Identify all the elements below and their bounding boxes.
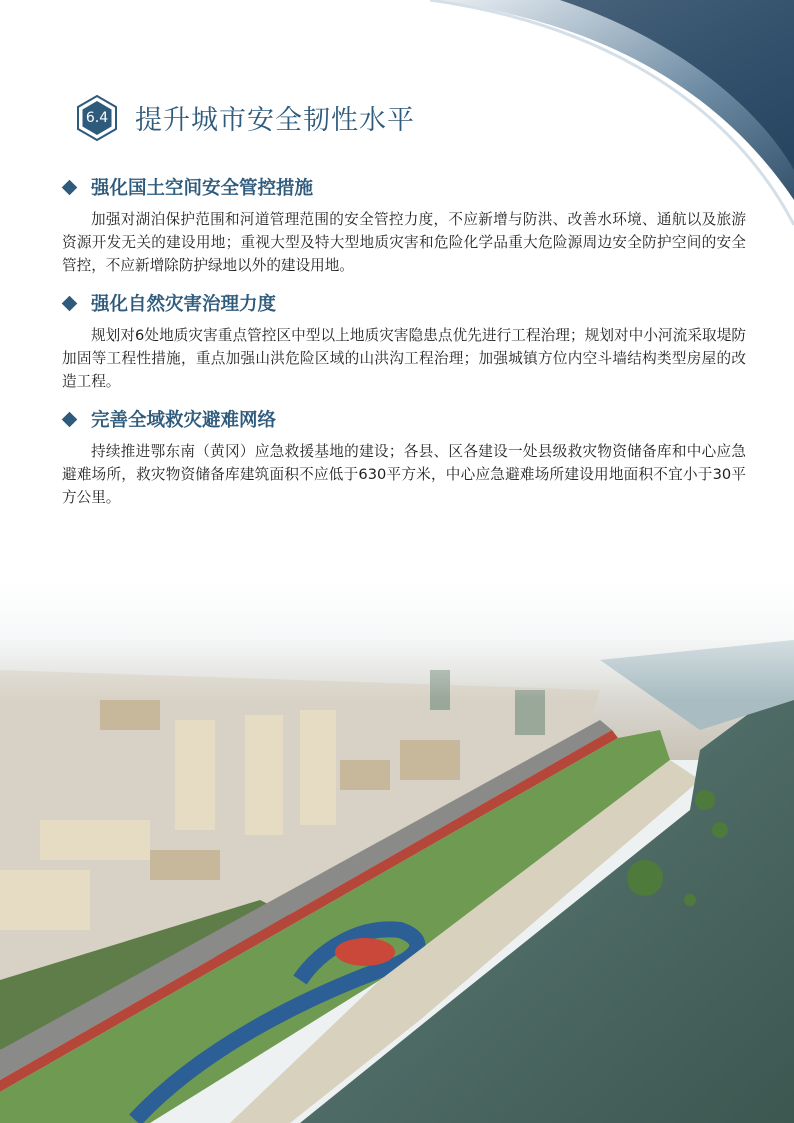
section-heading: [62, 172, 746, 202]
diamond-bullet-icon: [62, 295, 78, 311]
section-natural-disaster: [62, 288, 746, 393]
diamond-bullet-icon: [62, 179, 78, 195]
section-paragraph: 持续推进鄂东南（黄冈）应急救援基地的建设；各县、区各建设一处县级救灾物资储备库和中心应急避难场所，救灾物资储备库建筑面积不应低于630平方米，中心应急避难场所建设用地面积不宜小于30平方公里。: [62, 443, 746, 506]
page-title: 提升城市安全韧性水平: [135, 105, 415, 136]
section-number: 6.4: [85, 110, 109, 126]
section-land-space-safety: [62, 172, 746, 277]
section-title: 强化国土空间安全管控措施: [91, 178, 314, 199]
section-title: 强化自然灾害治理力度: [91, 294, 277, 315]
section-disaster-relief-network: [62, 404, 746, 509]
section-title: 完善全域救灾避难网络: [91, 410, 277, 431]
section-heading: [62, 288, 746, 318]
section-paragraph: 加强对湖泊保护范围和河道管理范围的安全管控力度，不应新增与防洪、改善水环境、通航以及旅游资源开发无关的建设用地；重视大型及特大型地质灾害和危险化学品重大危险源周边安全防护空间的安全管控，不应新增除防护绿地以外的建设用地。: [62, 211, 746, 274]
section-heading: [62, 404, 746, 434]
aerial-city-riverside-photo: [0, 580, 794, 1123]
section-paragraph: 规划对6处地质灾害重点管控区中型以上地质灾害隐患点优先进行工程治理；规划对中小河流采取堤防加固等工程性措施，重点加强山洪危险区域的山洪沟工程治理；加强城镇方位内空斗墙结构类型房屋的改造工程。: [62, 327, 746, 390]
diamond-bullet-icon: [62, 411, 78, 427]
